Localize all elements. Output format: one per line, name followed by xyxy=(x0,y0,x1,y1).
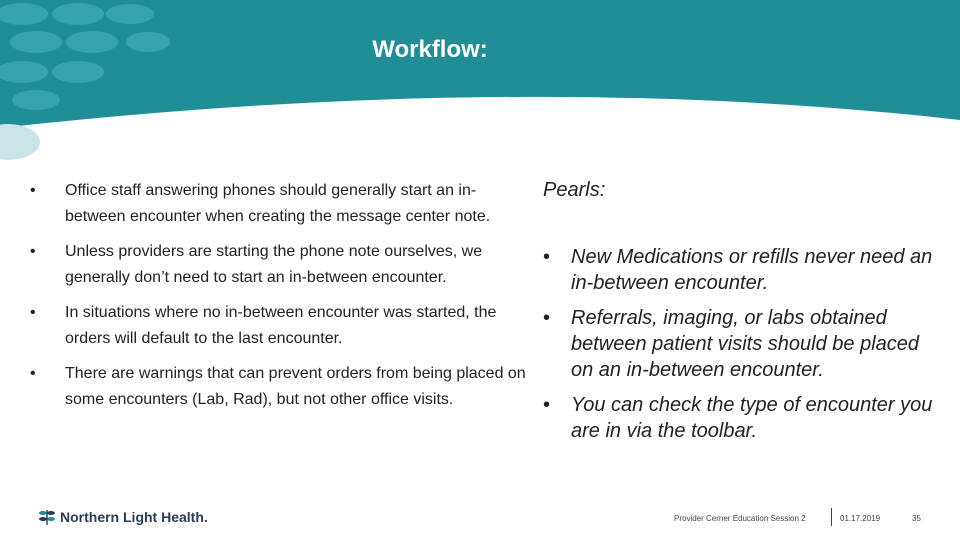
page-title: Workflow: xyxy=(372,36,488,63)
page-number: 35 xyxy=(912,514,921,523)
bullet-icon: • xyxy=(30,365,36,382)
bullet-icon: • xyxy=(30,304,36,321)
logo-text: Northern Light Health. xyxy=(60,509,208,525)
pearls-heading: Pearls: xyxy=(543,179,606,201)
list-item: • In situations where no in-between encounter was started, the orders will default to the last encounter. xyxy=(30,300,530,352)
northern-light-leaf-icon xyxy=(38,508,56,526)
pearls-section xyxy=(543,176,943,453)
list-item: • Office staff answering phones should generally start an in-between encounter when creating the message center note. xyxy=(30,178,530,230)
footer-date: 01.17.2019 xyxy=(840,514,881,523)
workflow-list xyxy=(30,178,530,422)
bullet-icon: • xyxy=(30,243,36,260)
bullet-icon: • xyxy=(543,246,551,268)
bullet-icon: • xyxy=(543,307,551,329)
northern-light-logo xyxy=(38,506,208,528)
footer-divider xyxy=(831,508,832,526)
list-item: • Unless providers are starting the phone note ourselves, we generally don’t need to start an in-between encounter. xyxy=(30,239,530,291)
leaf-decoration xyxy=(0,124,40,160)
list-item: • New Medications or refills never need an in-between encounter. xyxy=(543,246,933,294)
bullet-icon: • xyxy=(30,182,36,199)
list-item: • There are warnings that can prevent orders from being placed on some encounters (Lab, Rad), but not other office visits. xyxy=(30,361,530,413)
list-item: • Referrals, imaging, or labs obtained between patient visits should be placed on an in-between encounter. xyxy=(543,307,920,381)
bullet-icon: • xyxy=(543,394,551,416)
list-item: • You can check the type of encounter you are in via the toolbar. xyxy=(543,394,933,442)
header-background xyxy=(0,0,960,160)
header-banner xyxy=(0,0,960,160)
footer-session: Provider Cerner Education Session 2 xyxy=(674,514,806,523)
